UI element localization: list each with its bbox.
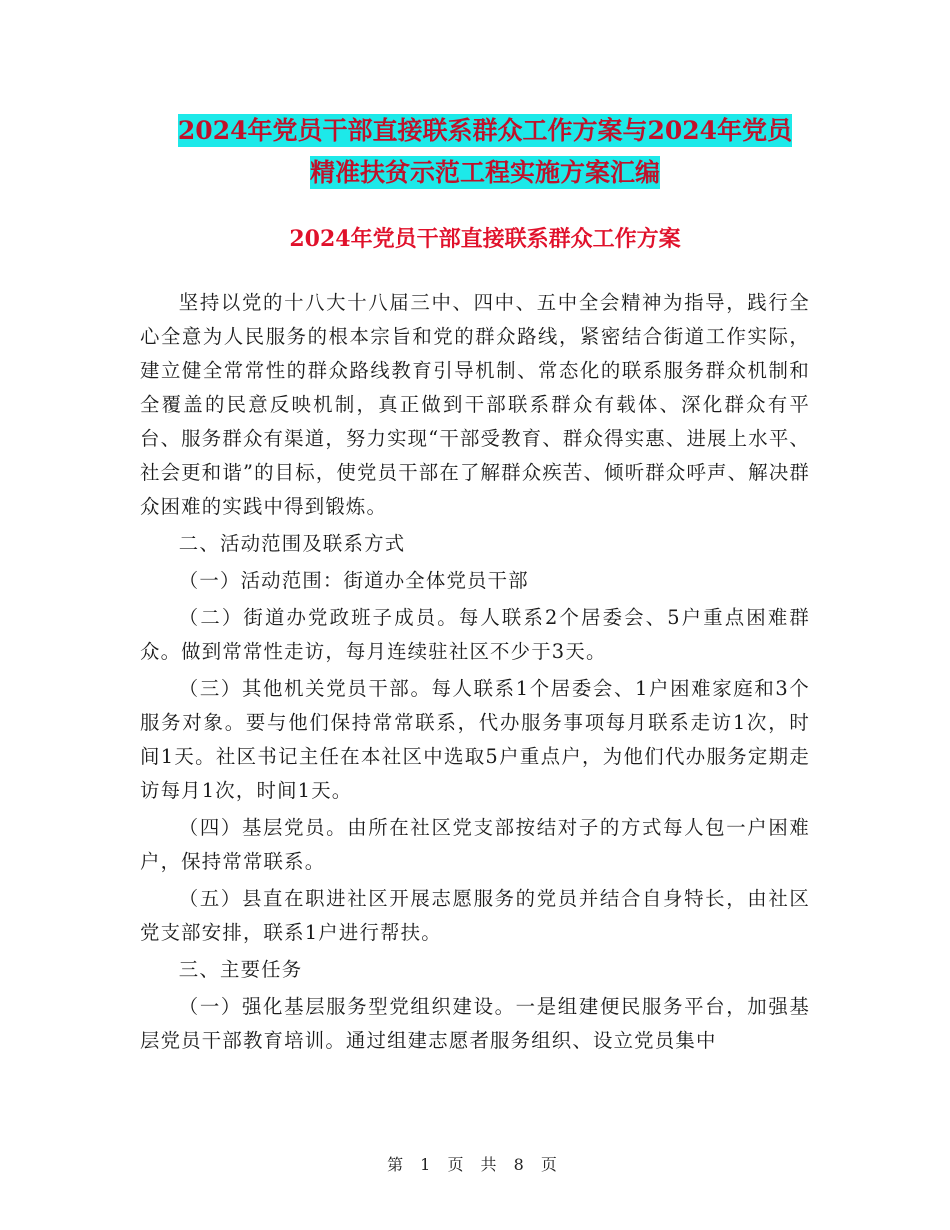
paragraph: 二、活动范围及联系方式 bbox=[178, 532, 406, 555]
page-footer: 第 1 页 共 8 页 bbox=[387, 1155, 563, 1174]
section-title: 2024年党员干部直接联系群众工作方案 bbox=[289, 226, 681, 252]
document-title bbox=[140, 110, 830, 194]
paragraph: （二）街道办党政班子成员。每人联系2个居委会、5户重点困难群众。做到常常性走访，每月连续驻社区不少于3天。 bbox=[140, 606, 810, 663]
paragraph: （四）基层党员。由所在社区党支部按结对子的方式每人包一户困难户，保持常常联系。 bbox=[140, 816, 810, 873]
paragraph: 坚持以党的十八大十八届三中、四中、五中全会精神为指导，践行全心全意为人民服务的根本宗旨和党的群众路线，紧密结合街道工作实际，建立健全常常性的群众路线教育引导机制、常态化的联系服务群众机制和全覆盖的民意反映机制，真正做到干部联系群众有载体、深化群众有平台、服务群众有渠道，努力实现“干部受教育、群众得实惠、进展上水平、社会更和谐”的目标，使党员干部在了解群众疾苦、倾听群众呼声、解决群众困难的实践中得到锻炼。 bbox=[140, 291, 811, 518]
document-body bbox=[140, 286, 810, 1061]
title-line-1: 2024年党员干部直接联系群众工作方案与2024年党员 bbox=[177, 116, 793, 145]
title-line-2: 精准扶贫示范工程实施方案汇编 bbox=[309, 158, 660, 187]
paragraph: （五）县直在职进社区开展志愿服务的党员并结合自身特长，由社区党支部安排，联系1户进行帮扶。 bbox=[140, 887, 810, 944]
paragraph: （三）其他机关党员干部。每人联系1个居委会、1户困难家庭和3个服务对象。要与他们保持常常联系，代办服务事项每月联系走访1次，时间1天。社区书记主任在本社区中选取5户重点户，为他们代办服务定期走访每月1次，时间1天。 bbox=[140, 677, 810, 802]
paragraph: （一）活动范围：街道办全体党员干部 bbox=[178, 569, 529, 592]
paragraph: （一）强化基层服务型党组织建设。一是组建便民服务平台，加强基层党员干部教育培训。通过组建志愿者服务组织、设立党员集中 bbox=[140, 995, 810, 1052]
paragraph: 三、主要任务 bbox=[178, 958, 303, 981]
